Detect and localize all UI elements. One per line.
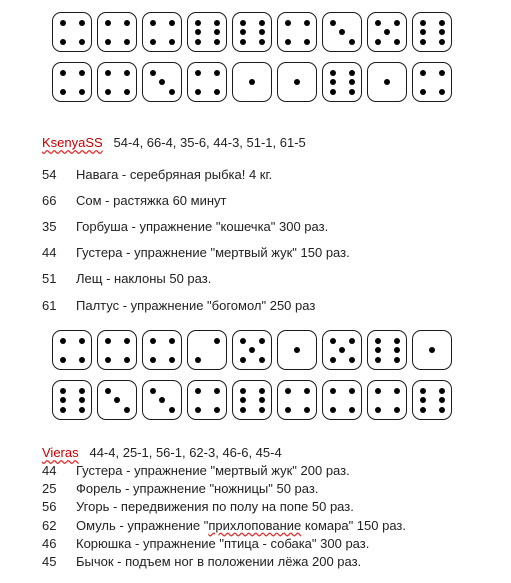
die-face-6 (187, 12, 227, 52)
die-face-6 (232, 12, 272, 52)
pip (240, 20, 246, 26)
pip (259, 407, 265, 413)
pip (150, 388, 156, 394)
pip (240, 338, 246, 344)
pip (105, 89, 111, 95)
pip (304, 407, 310, 413)
pip (349, 388, 355, 394)
die-face-4 (97, 62, 137, 102)
pip (124, 39, 130, 45)
entry-text: Густера - упражнение "мертвый жук" 200 раз. (76, 462, 350, 478)
entry-code: 35 (42, 218, 57, 234)
die-face-6 (412, 380, 452, 420)
pip (169, 20, 175, 26)
die-face-6 (232, 380, 272, 420)
pip (214, 89, 220, 95)
pip (114, 397, 120, 403)
pip (79, 338, 85, 344)
pip (294, 347, 300, 353)
pip (259, 388, 265, 394)
entry-text: Лещ - наклоны 50 раз. (76, 271, 212, 287)
die-face-1 (277, 330, 317, 370)
player-header-2 (42, 445, 282, 460)
pip (394, 20, 400, 26)
die-face-6 (322, 62, 362, 102)
pip (420, 407, 426, 413)
pip (214, 388, 220, 394)
pip (169, 338, 175, 344)
entry-code: 25 (42, 480, 57, 496)
pip (240, 39, 246, 45)
pip (79, 407, 85, 413)
entry-text (76, 518, 406, 533)
pip (259, 397, 265, 403)
list-item (42, 292, 350, 318)
pip (420, 70, 426, 76)
die-face-3 (142, 380, 182, 420)
pip (394, 357, 400, 363)
pip (420, 388, 426, 394)
pip (349, 70, 355, 76)
pip (259, 338, 265, 344)
pip (304, 388, 310, 394)
pip (439, 397, 445, 403)
pip (330, 70, 336, 76)
pip (394, 338, 400, 344)
player-nick: KsenyaSS (42, 135, 103, 150)
player-codes: 54-4, 66-4, 35-6, 44-3, 51-1, 61-5 (113, 135, 306, 150)
entry-text: Форель - упражнение "ножницы" 50 раз. (76, 480, 319, 496)
pip (259, 39, 265, 45)
pip (259, 20, 265, 26)
pip (330, 338, 336, 344)
pip (439, 70, 445, 76)
entry-text: Навага - серебряная рыбка! 4 кг. (76, 166, 273, 182)
pip (195, 20, 201, 26)
pip (60, 39, 66, 45)
pip (384, 29, 390, 35)
pip (349, 338, 355, 344)
pip (150, 338, 156, 344)
pip (375, 338, 381, 344)
pip (420, 20, 426, 26)
pip (79, 20, 85, 26)
pip (384, 79, 390, 85)
list-item (42, 534, 406, 552)
pip (394, 388, 400, 394)
pip (304, 20, 310, 26)
die-face-4 (52, 330, 92, 370)
pip (375, 407, 381, 413)
pip (169, 357, 175, 363)
entry-text-start: Омуль - упражнение " (76, 517, 209, 533)
list-item (42, 187, 350, 213)
pip (159, 79, 165, 85)
die-face-3 (322, 12, 362, 52)
pip (60, 388, 66, 394)
pip (105, 20, 111, 26)
entry-text-end: комара" 150 раз. (301, 517, 406, 533)
die-face-3 (142, 62, 182, 102)
die-face-4 (187, 62, 227, 102)
pip (195, 89, 201, 95)
player-nick: Vieras (42, 445, 79, 460)
pip (420, 29, 426, 35)
pip (195, 39, 201, 45)
pip (339, 347, 345, 353)
pip (105, 357, 111, 363)
pip (330, 407, 336, 413)
pip (214, 70, 220, 76)
die-face-4 (412, 62, 452, 102)
pip (195, 407, 201, 413)
die-face-4 (142, 12, 182, 52)
pip (214, 20, 220, 26)
pip (439, 388, 445, 394)
pip (375, 347, 381, 353)
pip (169, 89, 175, 95)
pip (349, 79, 355, 85)
die-face-4 (277, 380, 317, 420)
pip (420, 39, 426, 45)
pip (124, 407, 130, 413)
entry-code: 46 (42, 535, 57, 551)
entry-list-1 (42, 161, 350, 318)
pip (339, 29, 345, 35)
pip (79, 397, 85, 403)
pip (420, 397, 426, 403)
pip (150, 39, 156, 45)
pip (375, 39, 381, 45)
die-face-1 (412, 330, 452, 370)
pip (330, 357, 336, 363)
pip (105, 338, 111, 344)
pip (249, 79, 255, 85)
pip (195, 70, 201, 76)
pip (439, 20, 445, 26)
pip (60, 338, 66, 344)
pip (294, 79, 300, 85)
list-item (42, 266, 350, 292)
die-face-4 (367, 380, 407, 420)
pip (195, 357, 201, 363)
list-item (42, 240, 350, 266)
pip (240, 397, 246, 403)
pip (439, 89, 445, 95)
pip (240, 29, 246, 35)
pip (60, 89, 66, 95)
list-item (42, 213, 350, 239)
list-item (42, 161, 350, 187)
pip (79, 357, 85, 363)
pip (159, 397, 165, 403)
pip (150, 70, 156, 76)
pip (259, 29, 265, 35)
pip (429, 347, 435, 353)
pip (60, 397, 66, 403)
pip (60, 70, 66, 76)
pip (330, 89, 336, 95)
pip (214, 338, 220, 344)
entry-code: 44 (42, 245, 57, 261)
pip (394, 39, 400, 45)
pip (105, 388, 111, 394)
entry-text: Палтус - упражнение "богомол" 250 раз (76, 297, 316, 313)
player-codes: 44-4, 25-1, 56-1, 62-3, 46-6, 45-4 (89, 445, 282, 460)
die-face-4 (52, 12, 92, 52)
pip (330, 388, 336, 394)
entry-code: 51 (42, 271, 57, 287)
pip (349, 407, 355, 413)
misspelled-word: прихлопование (208, 517, 302, 533)
pip (349, 89, 355, 95)
pip (330, 79, 336, 85)
pip (105, 39, 111, 45)
die-face-5 (322, 330, 362, 370)
dice-row-3 (52, 330, 452, 370)
pip (60, 407, 66, 413)
entry-code: 44 (42, 462, 57, 478)
pip (79, 70, 85, 76)
die-face-3 (97, 380, 137, 420)
entry-code: 45 (42, 554, 57, 570)
die-face-1 (277, 62, 317, 102)
entry-text: Сом - растяжка 60 минут (76, 192, 227, 208)
entry-list-2 (42, 461, 406, 571)
entry-code: 56 (42, 499, 57, 515)
die-face-5 (232, 330, 272, 370)
entry-text: Бычок - подъем ног в положении лёжа 200 раз. (76, 554, 362, 570)
pip (285, 407, 291, 413)
pip (169, 39, 175, 45)
entry-text: Угорь - передвижения по полу на попе 50 раз. (76, 499, 354, 515)
pip (79, 388, 85, 394)
entry-text: Густера - упражнение "мертвый жук" 150 раз. (76, 245, 350, 261)
pip (249, 347, 255, 353)
dice-row-1 (52, 12, 452, 52)
pip (285, 388, 291, 394)
list-item (42, 498, 406, 516)
die-face-4 (277, 12, 317, 52)
pip (124, 70, 130, 76)
pip (349, 39, 355, 45)
list-item (42, 479, 406, 497)
pip (195, 388, 201, 394)
pip (240, 388, 246, 394)
die-face-4 (187, 380, 227, 420)
list-item (42, 461, 406, 479)
pip (375, 388, 381, 394)
entry-code: 66 (42, 192, 57, 208)
pip (259, 357, 265, 363)
pip (124, 357, 130, 363)
pip (79, 39, 85, 45)
pip (304, 39, 310, 45)
die-face-4 (52, 62, 92, 102)
pip (60, 20, 66, 26)
pip (214, 407, 220, 413)
die-face-4 (97, 330, 137, 370)
die-face-4 (142, 330, 182, 370)
die-face-5 (367, 12, 407, 52)
pip (150, 20, 156, 26)
die-face-2 (187, 330, 227, 370)
die-face-4 (322, 380, 362, 420)
pip (375, 20, 381, 26)
pip (420, 89, 426, 95)
die-face-6 (412, 12, 452, 52)
entry-code: 62 (42, 517, 57, 533)
die-face-4 (97, 12, 137, 52)
pip (79, 89, 85, 95)
pip (375, 357, 381, 363)
pip (394, 407, 400, 413)
pip (240, 357, 246, 363)
pip (439, 39, 445, 45)
pip (214, 39, 220, 45)
pip (124, 338, 130, 344)
pip (124, 20, 130, 26)
pip (105, 70, 111, 76)
pip (439, 29, 445, 35)
die-face-1 (232, 62, 272, 102)
dice-row-2 (52, 62, 452, 102)
entry-code: 54 (42, 166, 57, 182)
pip (60, 357, 66, 363)
pip (240, 407, 246, 413)
pip (285, 20, 291, 26)
pip (150, 357, 156, 363)
pip (394, 347, 400, 353)
pip (439, 407, 445, 413)
list-item (42, 516, 406, 534)
entry-text: Горбуша - упражнение "кошечка" 300 раз. (76, 218, 329, 234)
pip (214, 29, 220, 35)
pip (169, 407, 175, 413)
die-face-6 (52, 380, 92, 420)
entry-code: 61 (42, 297, 57, 313)
dice-row-4 (52, 380, 452, 420)
list-item (42, 552, 406, 570)
pip (349, 357, 355, 363)
pip (330, 20, 336, 26)
die-face-6 (367, 330, 407, 370)
player-header-1 (42, 135, 306, 150)
pip (195, 29, 201, 35)
pip (124, 89, 130, 95)
pip (285, 39, 291, 45)
die-face-1 (367, 62, 407, 102)
entry-text: Корюшка - упражнение "птица - собака" 300 раз. (76, 535, 370, 551)
